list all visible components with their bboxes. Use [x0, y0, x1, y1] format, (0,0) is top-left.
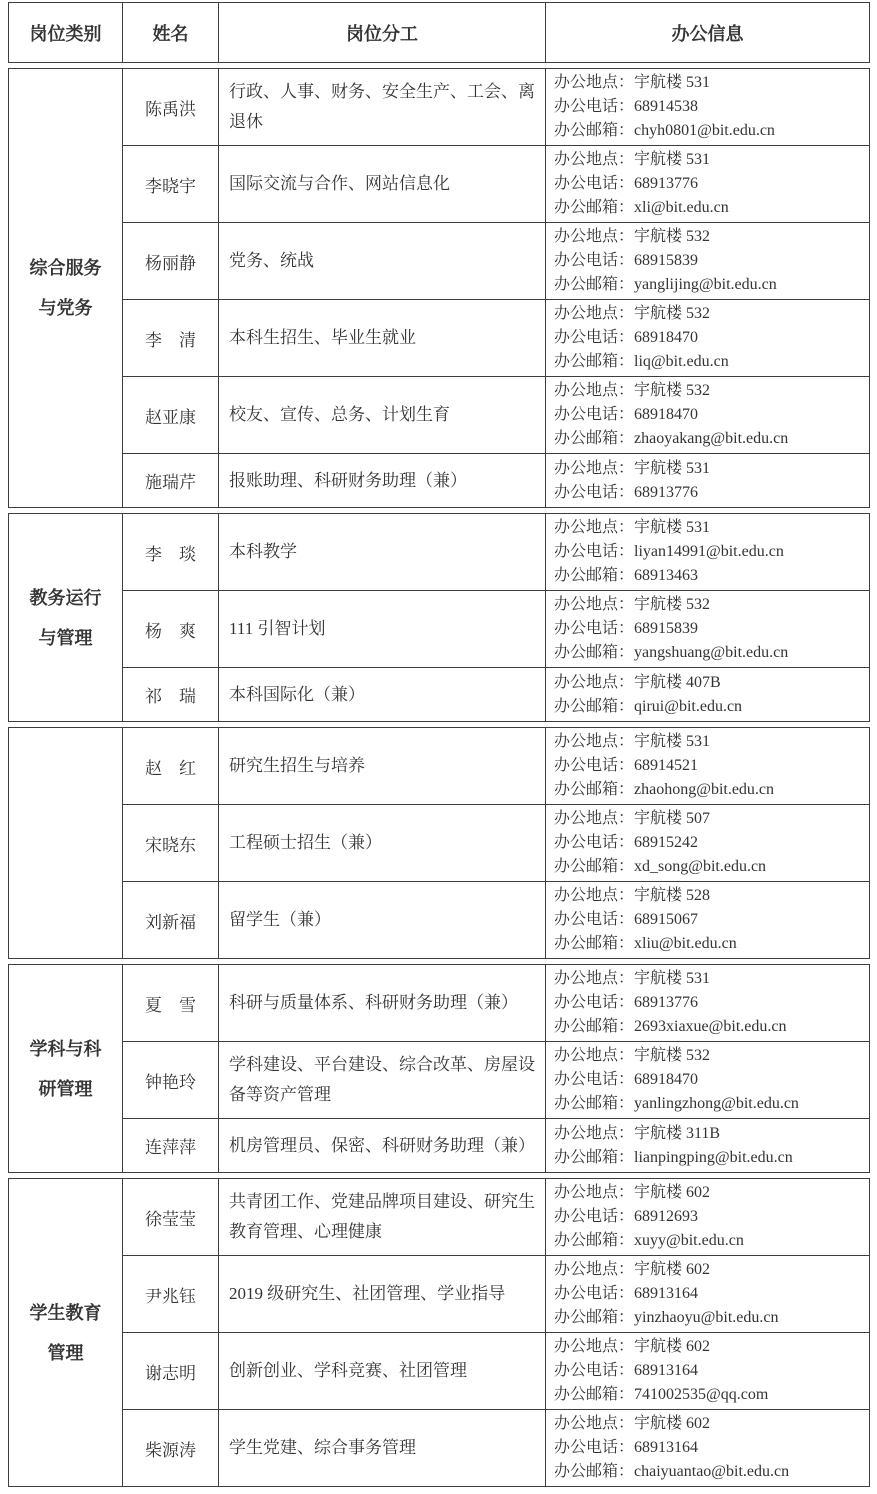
staff-name: 尹兆钰: [123, 1256, 219, 1333]
office-info-line: 办公电话：68915242: [554, 834, 699, 851]
staff-name: 赵 红: [123, 728, 219, 805]
office-info-line: 办公地点：宇航楼 602: [554, 1184, 711, 1201]
category-block: [8, 513, 870, 722]
office-info-line: 办公邮箱：741002535@qq.com: [554, 1386, 769, 1403]
office-info-line: 办公地点：宇航楼 602: [554, 1261, 711, 1278]
office-info-line: 办公电话：68913164: [554, 1439, 699, 1456]
office-info-cell: [546, 1256, 870, 1333]
table-row: [9, 591, 870, 668]
table-row: [9, 805, 870, 882]
header-cell-office: 办公信息: [546, 3, 870, 63]
staff-name: 钟艳玲: [123, 1042, 219, 1119]
category-label-line: 综合服务: [29, 258, 102, 278]
office-info-cell: [546, 882, 870, 959]
office-info-line: 办公地点：宇航楼 528: [554, 887, 711, 904]
office-info-cell: [546, 1119, 870, 1173]
table-body-blocks: [8, 68, 869, 1487]
category-label-line: 管理: [47, 1342, 84, 1363]
table-row: [9, 1333, 870, 1410]
office-info-line: 办公电话：68914521: [554, 757, 699, 774]
header-table: [8, 2, 870, 63]
office-info-line: 办公邮箱：chaiyuantao@bit.edu.cn: [554, 1463, 790, 1480]
table-row: [9, 882, 870, 959]
office-info-line: 办公电话：68913164: [554, 1285, 699, 1302]
office-info-line: 办公电话：68913776: [554, 994, 699, 1011]
table-row: [9, 965, 870, 1042]
staff-name: 夏 雪: [123, 965, 219, 1042]
category-cell: [9, 965, 123, 1173]
office-info-cell: [546, 69, 870, 146]
office-info-cell: [546, 965, 870, 1042]
office-info-line: 办公邮箱：lianpingping@bit.edu.cn: [554, 1148, 793, 1166]
duty-description: 学科建设、平台建设、综合改革、房屋设备等资产管理: [219, 1042, 546, 1119]
staff-name: 杨丽静: [123, 223, 219, 300]
category-label-line: 学生教育: [29, 1302, 102, 1323]
staff-name: 连萍萍: [123, 1119, 219, 1173]
staff-name: 赵亚康: [123, 377, 219, 454]
header-cell-duty: 岗位分工: [219, 3, 546, 63]
staff-name: 李晓宇: [123, 146, 219, 223]
office-info-cell: [546, 668, 870, 722]
category-label-line: 教务运行: [29, 587, 102, 608]
duty-description: 工程硕士招生（兼）: [219, 805, 546, 882]
staff-name: 宋晓东: [123, 805, 219, 882]
table-row: [9, 223, 870, 300]
office-info-line: 办公地点：宇航楼 407B: [554, 673, 721, 691]
office-info-cell: [546, 805, 870, 882]
staff-name: 陈禹洪: [123, 69, 219, 146]
office-info-cell: [546, 377, 870, 454]
table-row: [9, 1410, 870, 1487]
office-info-line: 办公邮箱：qirui@bit.edu.cn: [554, 697, 743, 715]
office-info-line: 办公电话：68913776: [554, 483, 699, 501]
office-info-line: 办公邮箱：xli@bit.edu.cn: [554, 199, 729, 216]
office-info-line: 办公电话：68912693: [554, 1208, 699, 1225]
office-info-line: 办公地点：宇航楼 602: [554, 1338, 711, 1355]
office-info-cell: [546, 454, 870, 508]
duty-description: 学生党建、综合事务管理: [219, 1410, 546, 1487]
office-info-line: 办公邮箱：68913463: [554, 567, 699, 584]
staff-name: 李 琰: [123, 514, 219, 591]
duty-description: 留学生（兼）: [219, 882, 546, 959]
office-info-line: 办公电话：68913776: [554, 175, 699, 192]
office-info-cell: [546, 1410, 870, 1487]
staff-name: 谢志明: [123, 1333, 219, 1410]
staff-name: 施瑞芹: [123, 454, 219, 508]
office-info-line: 办公电话：68913164: [554, 1362, 699, 1379]
duty-description: 共青团工作、党建品牌项目建设、研究生教育管理、心理健康: [219, 1179, 546, 1256]
office-info-line: 办公地点：宇航楼 531: [554, 459, 711, 477]
staff-name: 刘新福: [123, 882, 219, 959]
staff-name: 李 清: [123, 300, 219, 377]
office-info-line: 办公电话：68914538: [554, 98, 699, 115]
staff-name: 杨 爽: [123, 591, 219, 668]
category-block: [8, 964, 870, 1173]
category-block: [8, 727, 870, 959]
office-info-cell: [546, 1042, 870, 1119]
table-row: [9, 1042, 870, 1119]
office-info-cell: [546, 223, 870, 300]
office-info-line: 办公电话：68915839: [554, 620, 699, 637]
office-info-cell: [546, 728, 870, 805]
category-cell: [9, 728, 123, 959]
duty-description: 校友、宣传、总务、计划生育: [219, 377, 546, 454]
office-info-line: 办公地点：宇航楼 531: [554, 519, 711, 536]
duty-description: 本科教学: [219, 514, 546, 591]
office-info-line: 办公地点：宇航楼 532: [554, 305, 711, 322]
duty-description: 党务、统战: [219, 223, 546, 300]
office-info-line: 办公邮箱：liq@bit.edu.cn: [554, 353, 729, 370]
office-info-cell: [546, 514, 870, 591]
table-row: [9, 146, 870, 223]
office-info-line: 办公地点：宇航楼 311B: [554, 1124, 721, 1142]
office-info-line: 办公邮箱：xliu@bit.edu.cn: [554, 935, 737, 952]
office-info-line: 办公地点：宇航楼 531: [554, 151, 711, 168]
table-row: [9, 1119, 870, 1173]
office-info-line: 办公地点：宇航楼 602: [554, 1415, 711, 1432]
table-row: [9, 728, 870, 805]
header-cell-category: 岗位类别: [9, 3, 123, 63]
duty-description: 本科国际化（兼）: [219, 668, 546, 722]
office-info-line: 办公邮箱：yanlingzhong@bit.edu.cn: [554, 1095, 799, 1112]
category-label-line: 学科与科: [29, 1038, 102, 1059]
duty-description: 2019 级研究生、社团管理、学业指导: [219, 1256, 546, 1333]
office-info-line: 办公邮箱：xuyy@bit.edu.cn: [554, 1232, 744, 1249]
duty-description: 国际交流与合作、网站信息化: [219, 146, 546, 223]
table-row: [9, 1256, 870, 1333]
category-cell: [9, 1179, 123, 1487]
office-info-line: 办公邮箱：xd_song@bit.edu.cn: [554, 858, 767, 875]
category-cell: [9, 69, 123, 508]
duty-description: 报账助理、科研财务助理（兼）: [219, 454, 546, 508]
office-info-line: 办公电话：liyan14991@bit.edu.cn: [554, 543, 784, 560]
header-row: [9, 3, 870, 63]
category-label-line: 与管理: [38, 627, 93, 648]
office-info-line: 办公地点：宇航楼 532: [554, 1047, 711, 1064]
table-row: [9, 300, 870, 377]
staff-name: 徐莹莹: [123, 1179, 219, 1256]
office-info-line: 办公电话：68918470: [554, 406, 699, 423]
table-row: [9, 1179, 870, 1256]
header-cell-name: 姓名: [123, 3, 219, 63]
duty-description: 机房管理员、保密、科研财务助理（兼）: [219, 1119, 546, 1173]
office-info-line: 办公地点：宇航楼 531: [554, 733, 711, 750]
duty-description: 科研与质量体系、科研财务助理（兼）: [219, 965, 546, 1042]
duty-description: 创新创业、学科竞赛、社团管理: [219, 1333, 546, 1410]
office-info-line: 办公邮箱：2693xiaxue@bit.edu.cn: [554, 1018, 787, 1035]
office-info-line: 办公地点：宇航楼 507: [554, 810, 711, 827]
office-info-cell: [546, 591, 870, 668]
category-block: [8, 1178, 870, 1487]
category-block: [8, 68, 870, 508]
category-cell: [9, 514, 123, 722]
office-info-cell: [546, 300, 870, 377]
office-info-line: 办公邮箱：zhaoyakang@bit.edu.cn: [554, 430, 789, 447]
office-info-line: 办公邮箱：yanglijing@bit.edu.cn: [554, 276, 777, 293]
office-info-line: 办公邮箱：chyh0801@bit.edu.cn: [554, 122, 775, 139]
office-info-line: 办公邮箱：zhaohong@bit.edu.cn: [554, 781, 775, 798]
office-info-cell: [546, 1179, 870, 1256]
table-row: [9, 69, 870, 146]
office-info-line: 办公电话：68915839: [554, 252, 699, 269]
office-info-line: 办公地点：宇航楼 532: [554, 228, 711, 245]
office-info-line: 办公电话：68918470: [554, 329, 699, 346]
duty-description: 研究生招生与培养: [219, 728, 546, 805]
staff-name: 柴源涛: [123, 1410, 219, 1487]
office-info-line: 办公邮箱：yinzhaoyu@bit.edu.cn: [554, 1309, 779, 1326]
table-row: [9, 377, 870, 454]
office-info-cell: [546, 1333, 870, 1410]
duty-description: 本科生招生、毕业生就业: [219, 300, 546, 377]
table-row: [9, 514, 870, 591]
office-info-line: 办公电话：68918470: [554, 1071, 699, 1088]
table-row: [9, 668, 870, 722]
office-info-line: 办公地点：宇航楼 532: [554, 596, 711, 613]
category-label-line: 研管理: [38, 1078, 93, 1099]
office-info-line: 办公地点：宇航楼 531: [554, 74, 711, 91]
office-info-line: 办公地点：宇航楼 531: [554, 970, 711, 987]
office-info-line: 办公邮箱：yangshuang@bit.edu.cn: [554, 644, 789, 661]
staff-name: 祁 瑞: [123, 668, 219, 722]
duty-description: 111 引智计划: [219, 591, 546, 668]
duty-description: 行政、人事、财务、安全生产、工会、离退休: [219, 69, 546, 146]
office-info-line: 办公地点：宇航楼 532: [554, 382, 711, 399]
table-row: [9, 454, 870, 508]
office-info-cell: [546, 146, 870, 223]
category-label-line: 与党务: [38, 298, 93, 318]
office-info-line: 办公电话：68915067: [554, 911, 699, 928]
